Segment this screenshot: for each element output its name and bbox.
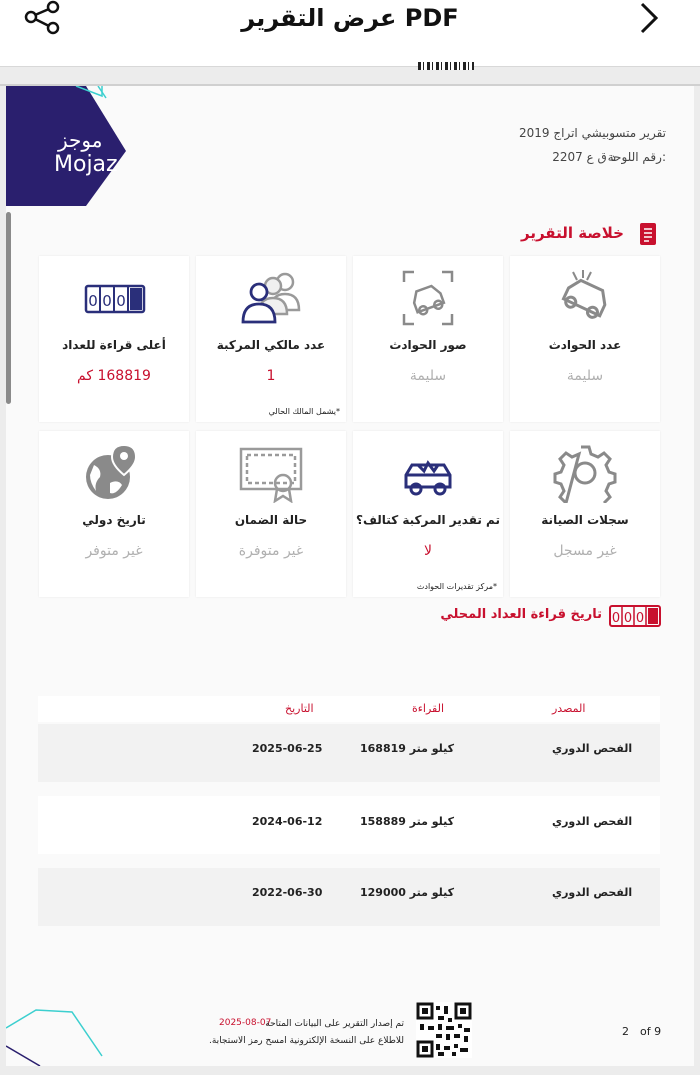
card-value: غير مسجل bbox=[553, 543, 617, 559]
svg-text:0: 0 bbox=[88, 292, 98, 310]
table-row bbox=[38, 868, 660, 926]
column-reading: القراءة bbox=[412, 702, 445, 715]
damaged-car-icon bbox=[535, 268, 635, 328]
issued-date: 2025-08-07 bbox=[219, 1018, 272, 1028]
cell-date: 2024-06-12 bbox=[252, 815, 323, 828]
wrecked-car-icon bbox=[378, 443, 478, 503]
card-label: صور الحوادث bbox=[389, 338, 467, 352]
svg-text:0: 0 bbox=[623, 611, 633, 626]
odometer-icon bbox=[64, 268, 164, 328]
logo-english-text: Mojaz bbox=[54, 152, 118, 177]
gear-icon bbox=[535, 443, 635, 503]
card-note: *مركز تقديرات الحوادث bbox=[416, 582, 497, 591]
summary-heading: خلاصة التقرير bbox=[520, 224, 624, 242]
column-source: المصدر bbox=[552, 702, 586, 715]
card-value: غير متوفرة bbox=[238, 543, 304, 559]
card-value: لا bbox=[424, 543, 432, 559]
corner-decoration-icon bbox=[6, 1006, 106, 1066]
card-accident-photos bbox=[353, 256, 503, 422]
pdf-page[interactable] bbox=[6, 86, 694, 1066]
logo-arabic-text: موجز bbox=[58, 128, 103, 152]
page-total: of 9 bbox=[640, 1025, 662, 1038]
card-maintenance-records bbox=[510, 431, 660, 597]
page-title: عرض التقرير PDF bbox=[241, 4, 459, 32]
globe-pin-icon bbox=[64, 443, 164, 503]
card-note: *يشمل المالك الحالي bbox=[268, 407, 340, 416]
cell-reading: 158889 كيلو متر bbox=[360, 815, 455, 828]
odometer-small-icon bbox=[609, 604, 661, 628]
odometer-table-header bbox=[38, 696, 660, 722]
card-international-history bbox=[39, 431, 189, 597]
top-bar bbox=[0, 0, 700, 67]
table-row bbox=[38, 796, 660, 854]
table-row bbox=[38, 724, 660, 782]
column-date: التاريخ bbox=[285, 702, 314, 715]
svg-text:0: 0 bbox=[116, 292, 126, 310]
cell-date: 2022-06-30 bbox=[252, 886, 323, 899]
cell-reading: 129000 كيلو متر bbox=[360, 886, 455, 899]
card-label: عدد الحوادث bbox=[548, 338, 622, 352]
card-value: 168819 كم bbox=[77, 368, 151, 384]
chevron-right-icon bbox=[634, 0, 664, 36]
card-value: غير متوفر bbox=[85, 543, 143, 559]
card-label: عدد مالكي المركبة bbox=[216, 338, 326, 352]
accident-photo-icon bbox=[378, 268, 478, 328]
owners-icon bbox=[221, 268, 321, 328]
card-warranty-status bbox=[196, 431, 346, 597]
card-total-loss bbox=[353, 431, 503, 597]
certificate-icon bbox=[221, 443, 321, 503]
report-document-icon bbox=[638, 222, 658, 246]
scrollbar[interactable] bbox=[6, 212, 11, 404]
plate-label: رقم اللوحة: bbox=[607, 150, 666, 164]
card-label: حالة الضمان bbox=[234, 513, 308, 527]
card-label: أعلى قراءة للعداد bbox=[62, 338, 166, 352]
svg-text:0: 0 bbox=[102, 292, 112, 310]
previous-page-qr-strip bbox=[418, 62, 474, 70]
cell-source: الفحص الدوري bbox=[552, 815, 633, 828]
card-owners-count bbox=[196, 256, 346, 422]
mojaz-logo bbox=[6, 86, 136, 211]
cell-date: 2025-06-25 bbox=[252, 742, 323, 755]
report-title: تقرير متسوبيشي اتراج 2019 bbox=[519, 126, 666, 140]
card-value: سليمة bbox=[409, 368, 447, 384]
card-highest-odometer bbox=[39, 256, 189, 422]
cell-source: الفحص الدوري bbox=[552, 886, 633, 899]
cell-reading: 168819 كيلو متر bbox=[360, 742, 455, 755]
back-button[interactable] bbox=[634, 0, 664, 36]
card-value: 1 bbox=[266, 368, 276, 384]
page-current: 2 bbox=[622, 1025, 629, 1038]
plate-value: د ق ع 2207 bbox=[552, 150, 616, 164]
card-label: تم تقدير المركبة كتالف؟ bbox=[356, 513, 500, 527]
card-value: سليمة bbox=[566, 368, 604, 384]
card-label: تاريخ دولي bbox=[82, 513, 146, 527]
svg-text:0: 0 bbox=[611, 611, 621, 626]
issued-text: تم إصدار التقرير على البيانات المتاحة bbox=[265, 1019, 404, 1029]
card-label: سجلات الصيانة bbox=[541, 513, 629, 527]
odometer-history-heading: تاريخ قراءة العداد المحلي bbox=[440, 607, 602, 622]
svg-text:0: 0 bbox=[635, 611, 645, 626]
cell-source: الفحص الدوري bbox=[552, 742, 633, 755]
scan-instructions: للاطلاع على النسخة الإلكترونية امسح رمز الاستجابة. bbox=[209, 1036, 404, 1046]
card-accident-count bbox=[510, 256, 660, 422]
qr-code-icon[interactable] bbox=[416, 1002, 472, 1058]
